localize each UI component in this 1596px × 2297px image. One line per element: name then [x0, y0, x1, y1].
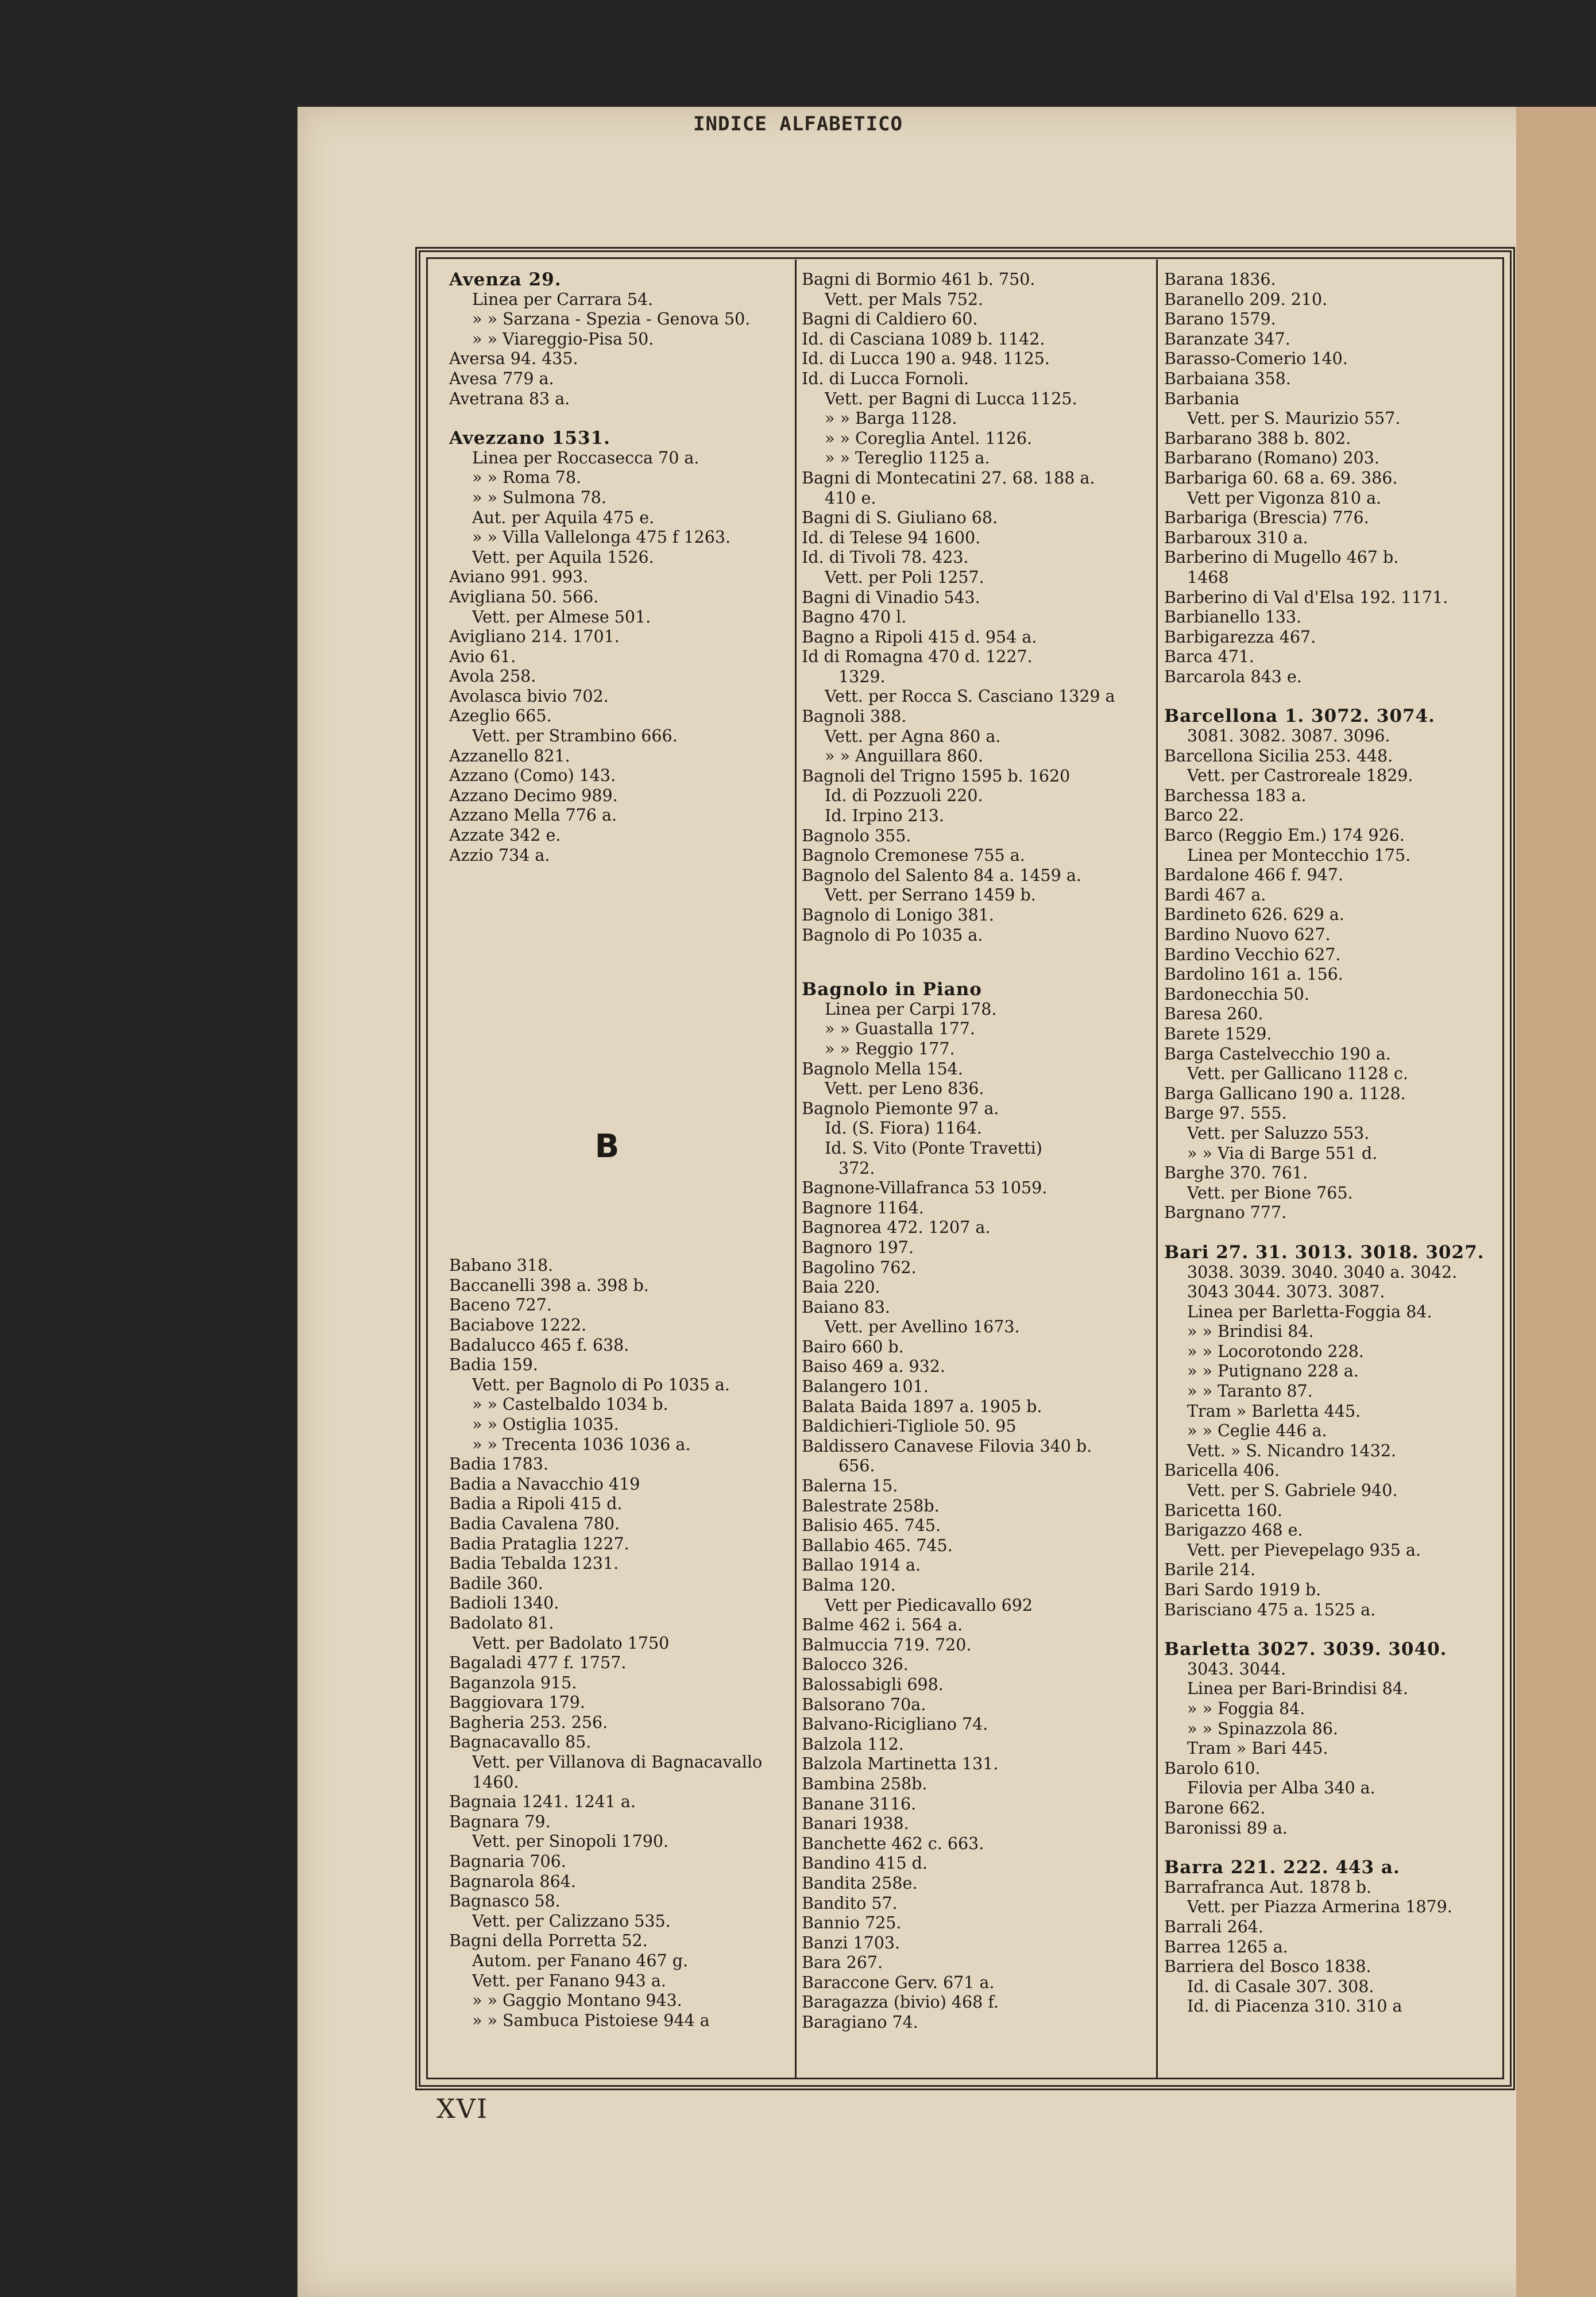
index-entry: Avesa 779 a.: [449, 369, 554, 388]
index-entry: Azzate 342 e.: [449, 826, 561, 845]
index-entry: Avigliano 214. 1701.: [449, 627, 620, 647]
index-entry: Bagno a Ripoli 415 d. 954 a.: [802, 627, 1037, 647]
index-entry: » » Ostiglia 1035.: [472, 1414, 619, 1434]
index-entry: Barriera del Bosco 1838.: [1164, 1957, 1371, 1977]
index-entry: Balmuccia 719. 720.: [802, 1635, 972, 1654]
index-entry: » » Taranto 87.: [1187, 1382, 1313, 1401]
index-entry: Balocco 326.: [802, 1655, 909, 1675]
index-entry: Barano 1579.: [1164, 310, 1276, 329]
index-entry: Bagnore 1164.: [802, 1198, 924, 1217]
index-entry: Vett. per S. Gabriele 940.: [1187, 1481, 1398, 1501]
index-entry: 410 e.: [825, 488, 876, 508]
index-entry: 656.: [838, 1456, 875, 1476]
index-entry: Bardino Nuovo 627.: [1164, 925, 1331, 944]
index-entry: Bagnolo di Po 1035 a.: [802, 925, 983, 945]
index-entry: Bagnolo Piemonte 97 a.: [802, 1099, 999, 1118]
index-entry: Vett. per Bagni di Lucca 1125.: [825, 389, 1077, 408]
index-entry: Balvano-Ricigliano 74.: [802, 1715, 988, 1734]
index-entry: Bagheria 253. 256.: [449, 1712, 608, 1732]
index-entry: » » Sulmona 78.: [472, 488, 606, 507]
index-entry: Bagnoli 388.: [802, 707, 907, 726]
index-entry: Barone 662.: [1164, 1798, 1266, 1818]
index-entry: Vett. per Pievepelago 935 a.: [1187, 1540, 1421, 1560]
index-entry: Bagnaia 1241. 1241 a.: [449, 1792, 636, 1812]
index-entry: Baranello 209. 210.: [1164, 289, 1328, 309]
index-entry: Balma 120.: [802, 1576, 896, 1595]
column-divider: [1156, 260, 1158, 2078]
index-entry: Bardalone 466 f. 947.: [1164, 865, 1343, 885]
index-heading: Avenza 29.: [449, 270, 562, 290]
index-entry: Linea per Montecchio 175.: [1187, 845, 1411, 865]
index-heading: Bagnolo in Piano: [802, 979, 982, 1000]
index-entry: Badia a Ripoli 415 d.: [449, 1494, 623, 1514]
index-entry: » » Gaggio Montano 943.: [472, 1991, 682, 2010]
index-entry: Autom. per Fanano 467 g.: [472, 1951, 688, 1970]
index-entry: Vett. per Badolato 1750: [472, 1633, 670, 1653]
index-entry: Balzola 112.: [802, 1734, 904, 1754]
index-entry: Bagnone-Villafranca 53 1059.: [802, 1178, 1048, 1198]
index-entry: » » Villa Vallelonga 475 f 1263.: [472, 528, 731, 547]
index-entry: Bandito 57.: [802, 1893, 898, 1913]
index-entry: » » Trecenta 1036 1036 a.: [472, 1434, 691, 1454]
index-entry: Bandita 258e.: [802, 1873, 918, 1893]
index-entry: Bairo 660 b.: [802, 1337, 904, 1356]
index-entry: Bagni della Porretta 52.: [449, 1931, 648, 1951]
index-entry: Badile 360.: [449, 1573, 543, 1593]
index-column-2: [802, 270, 1141, 2073]
index-entry: Azzano Decimo 989.: [449, 786, 618, 805]
index-entry: Linea per Carrara 54.: [472, 289, 654, 309]
index-column-1: [449, 270, 788, 2073]
index-entry: Azeglio 665.: [449, 706, 552, 726]
index-entry: Bagnara 79.: [449, 1812, 551, 1831]
index-entry: Balossabigli 698.: [802, 1675, 944, 1694]
index-entry: Id. S. Vito (Ponte Travetti): [825, 1138, 1042, 1158]
index-entry: Baresa 260.: [1164, 1004, 1263, 1024]
index-column-3: [1164, 270, 1494, 2073]
index-entry: Banari 1938.: [802, 1814, 909, 1834]
index-entry: Barbaroux 310 a.: [1164, 528, 1308, 547]
index-entry: Tram » Barletta 445.: [1187, 1401, 1361, 1421]
index-entry: Balisio 465. 745.: [802, 1516, 941, 1536]
index-entry: Linea per Carpi 178.: [825, 999, 997, 1019]
index-entry: Id. di Tivoli 78. 423.: [802, 548, 969, 567]
index-entry: Vett. per Bagnolo di Po 1035 a.: [472, 1375, 730, 1394]
index-entry: Id. Irpino 213.: [825, 806, 944, 826]
page-header: INDICE ALFABETICO: [693, 113, 903, 136]
index-entry: Bambina 258b.: [802, 1774, 928, 1793]
index-entry: Bagno 470 l.: [802, 608, 907, 627]
index-entry: Balestrate 258b.: [802, 1496, 940, 1515]
index-entry: Vett. per Avellino 1673.: [825, 1317, 1020, 1337]
index-entry: Barasso-Comerio 140.: [1164, 349, 1348, 369]
index-heading: Barletta 3027. 3039. 3040.: [1164, 1639, 1447, 1660]
index-entry: Bagnolo del Salento 84 a. 1459 a.: [802, 865, 1081, 885]
index-entry: Bandino 415 d.: [802, 1854, 928, 1873]
index-entry: Id di Romagna 470 d. 1227.: [802, 647, 1033, 667]
index-entry: Azzio 734 a.: [449, 845, 550, 865]
index-entry: Badioli 1340.: [449, 1594, 559, 1613]
index-entry: Bardineto 626. 629 a.: [1164, 905, 1344, 925]
index-entry: Babano 318.: [449, 1256, 554, 1275]
index-entry: Badia Tebalda 1231.: [449, 1554, 619, 1573]
index-entry: » » Via di Barge 551 d.: [1187, 1143, 1378, 1163]
index-entry: Balsorano 70a.: [802, 1695, 926, 1714]
index-entry: Banzi 1703.: [802, 1933, 901, 1952]
index-entry: Vett. per Strambino 666.: [472, 726, 678, 746]
index-entry: Linea per Barletta-Foggia 84.: [1187, 1302, 1432, 1321]
index-entry: » » Tereglio 1125 a.: [825, 448, 990, 468]
index-entry: Aversa 94. 435.: [449, 349, 578, 369]
index-entry: Barberino di Mugello 467 b.: [1164, 548, 1399, 567]
index-entry: Linea per Bari-Brindisi 84.: [1187, 1679, 1408, 1699]
index-entry: Bari Sardo 1919 b.: [1164, 1580, 1321, 1599]
index-entry: Bargnano 777.: [1164, 1203, 1287, 1223]
index-entry: Id. di Piacenza 310. 310 a: [1187, 1997, 1402, 2016]
index-entry: » » Reggio 177.: [825, 1039, 955, 1058]
index-entry: Baggiovara 179.: [449, 1693, 585, 1712]
index-entry: Barchessa 183 a.: [1164, 786, 1307, 805]
index-entry: » » Locorotondo 228.: [1187, 1341, 1364, 1361]
index-entry: Id. di Pozzuoli 220.: [825, 786, 983, 806]
index-entry: Barbariga 60. 68 a. 69. 386.: [1164, 468, 1398, 488]
index-entry: Vett. per Piazza Armerina 1879.: [1187, 1897, 1452, 1917]
index-entry: Barbariga (Brescia) 776.: [1164, 508, 1369, 528]
index-entry: Barana 1836.: [1164, 270, 1276, 289]
index-entry: Ballao 1914 a.: [802, 1556, 921, 1575]
index-entry: 3081. 3082. 3087. 3096.: [1187, 726, 1390, 746]
index-entry: Baceno 727.: [449, 1296, 552, 1315]
index-entry: 3038. 3039. 3040. 3040 a. 3042.: [1187, 1262, 1458, 1282]
page-edge: [1516, 107, 1596, 2297]
index-entry: Barolo 610.: [1164, 1758, 1261, 1778]
index-entry: Ballabio 465. 745.: [802, 1536, 953, 1555]
index-entry: Id. di Telese 94 1600.: [802, 528, 981, 547]
index-entry: Barbigarezza 467.: [1164, 627, 1316, 647]
index-entry: Bagni di Bormio 461 b. 750.: [802, 270, 1035, 289]
index-entry: Barca 471.: [1164, 647, 1255, 667]
index-entry: Aut. per Aquila 475 e.: [472, 508, 655, 527]
index-entry: Bagnaria 706.: [449, 1852, 566, 1871]
index-entry: 3043 3044. 3073. 3087.: [1187, 1282, 1385, 1302]
index-entry: Barrea 1265 a.: [1164, 1937, 1288, 1956]
index-entry: » » Barga 1128.: [825, 409, 957, 428]
index-entry: Tram » Bari 445.: [1187, 1739, 1328, 1758]
index-entry: Vett. » S. Nicandro 1432.: [1187, 1441, 1397, 1460]
index-entry: » » Brindisi 84.: [1187, 1322, 1314, 1341]
index-entry: Balangero 101.: [802, 1377, 929, 1397]
index-entry: Bagaladi 477 f. 1757.: [449, 1653, 627, 1673]
index-entry: Balerna 15.: [802, 1476, 898, 1496]
index-entry: Baccanelli 398 a. 398 b.: [449, 1275, 649, 1295]
index-entry: Vett. per Leno 836.: [825, 1079, 984, 1099]
index-entry: Bagnolo di Lonigo 381.: [802, 906, 994, 925]
index-entry: Badia 159.: [449, 1355, 538, 1375]
index-entry: Baiso 469 a. 932.: [802, 1357, 945, 1376]
index-heading: Bari 27. 31. 3013. 3018. 3027.: [1164, 1242, 1485, 1263]
index-entry: Barbaiana 358.: [1164, 369, 1291, 388]
index-entry: Id. di Lucca Fornoli.: [802, 369, 969, 388]
index-entry: Barga Gallicano 190 a. 1128.: [1164, 1084, 1406, 1103]
index-entry: Bagnoli del Trigno 1595 b. 1620: [802, 766, 1071, 786]
index-entry: Vett. per Serrano 1459 b.: [825, 885, 1036, 905]
index-entry: Badia a Navacchio 419: [449, 1474, 640, 1494]
index-entry: Banchette 462 c. 663.: [802, 1834, 984, 1853]
index-entry: Badia 1783.: [449, 1455, 548, 1474]
index-entry: Vett. per Saluzzo 553.: [1187, 1123, 1370, 1143]
index-entry: Avigliana 50. 566.: [449, 587, 599, 606]
index-entry: Barco (Reggio Em.) 174 926.: [1164, 826, 1405, 845]
index-entry: » » Sambuca Pistoiese 944 a: [472, 2010, 710, 2030]
index-entry: Bannio 725.: [802, 1913, 902, 1933]
index-heading: Barra 221. 222. 443 a.: [1164, 1857, 1400, 1878]
index-entry: » » Ceglie 446 a.: [1187, 1421, 1327, 1441]
index-entry: Barcellona Sicilia 253. 448.: [1164, 746, 1393, 765]
index-entry: Baganzola 915.: [449, 1673, 577, 1692]
index-entry: Id. (S. Fiora) 1164.: [825, 1119, 982, 1138]
index-entry: 1468: [1187, 567, 1229, 587]
index-entry: » » Viareggio-Pisa 50.: [472, 329, 654, 349]
index-entry: Baricella 406.: [1164, 1461, 1280, 1480]
index-entry: » » Putignano 228 a.: [1187, 1362, 1359, 1381]
index-entry: Barbania: [1164, 389, 1240, 408]
index-entry: Baciabove 1222.: [449, 1316, 587, 1335]
index-entry: Barbarano 388 b. 802.: [1164, 428, 1351, 448]
index-entry: Vett. per Poli 1257.: [825, 567, 984, 587]
index-entry: Vett. per Fanano 943 a.: [472, 1971, 666, 1990]
index-entry: Bara 267.: [802, 1953, 883, 1973]
index-entry: » » Sarzana - Spezia - Genova 50.: [472, 310, 751, 329]
index-entry: Baronissi 89 a.: [1164, 1818, 1288, 1838]
index-entry: Avetrana 83 a.: [449, 389, 570, 408]
index-entry: Bagnacavallo 85.: [449, 1733, 592, 1752]
index-entry: Banane 3116.: [802, 1794, 917, 1813]
index-entry: Baraccone Gerv. 671 a.: [802, 1973, 995, 1992]
index-entry: Barcarola 843 e.: [1164, 667, 1302, 686]
index-entry: Id. di Lucca 190 a. 948. 1125.: [802, 349, 1050, 369]
index-entry: Badia Cavalena 780.: [449, 1514, 620, 1533]
index-entry: Barile 214.: [1164, 1560, 1256, 1580]
index-entry: Bagnolo Mella 154.: [802, 1059, 963, 1078]
index-heading: Avezzano 1531.: [449, 428, 610, 449]
index-entry: Bagnasco 58.: [449, 1892, 561, 1911]
index-entry: Barisciano 475 a. 1525 a.: [1164, 1600, 1376, 1619]
index-entry: Azzano (Como) 143.: [449, 766, 616, 786]
index-entry: Baragiano 74.: [802, 2013, 918, 2032]
index-entry: Balme 462 i. 564 a.: [802, 1615, 963, 1635]
index-entry: Avola 258.: [449, 667, 536, 686]
index-entry: Bagni di Montecatini 27. 68. 188 a.: [802, 468, 1095, 488]
index-entry: Balata Baida 1897 a. 1905 b.: [802, 1397, 1042, 1416]
index-heading: Barcellona 1. 3072. 3074.: [1164, 706, 1435, 727]
index-entry: Bagnarola 864.: [449, 1871, 576, 1891]
column-divider: [795, 260, 797, 2078]
index-entry: Bagnolo Cremonese 755 a.: [802, 846, 1025, 865]
index-entry: Bardi 467 a.: [1164, 885, 1266, 904]
index-entry: Azzano Mella 776 a.: [449, 806, 617, 825]
index-entry: Azzanello 821.: [449, 746, 570, 765]
index-entry: Badolato 81.: [449, 1613, 554, 1633]
index-entry: » » Anguillara 860.: [825, 747, 983, 766]
index-entry: Bagni di Caldiero 60.: [802, 310, 978, 329]
index-entry: Id. di Casciana 1089 b. 1142.: [802, 329, 1045, 349]
index-entry: Vett. per Calizzano 535.: [472, 1911, 671, 1931]
index-entry: Vett. per Sinopoli 1790.: [472, 1832, 669, 1851]
index-entry: 1329.: [838, 667, 886, 686]
index-entry: Filovia per Alba 340 a.: [1187, 1778, 1375, 1798]
index-entry: Barge 97. 555.: [1164, 1104, 1287, 1123]
index-entry: Vett per Vigonza 810 a.: [1187, 488, 1382, 508]
index-entry: Barigazzo 468 e.: [1164, 1521, 1303, 1540]
index-entry: Barghe 370. 761.: [1164, 1163, 1308, 1183]
index-entry: Vett. per Bione 765.: [1187, 1183, 1353, 1202]
index-entry: Vett. per Mals 752.: [825, 289, 984, 309]
index-entry: Barco 22.: [1164, 806, 1245, 825]
index-entry: Avolasca bivio 702.: [449, 686, 609, 706]
index-entry: Vett. per Castroreale 1829.: [1187, 766, 1413, 786]
index-entry: Barbarano (Romano) 203.: [1164, 448, 1379, 468]
index-entry: Bardonecchia 50.: [1164, 984, 1309, 1004]
index-entry: Bagnorea 472. 1207 a.: [802, 1218, 991, 1238]
index-entry: Vett. per Gallicano 1128 c.: [1187, 1064, 1408, 1084]
index-entry: Bagnoro 197.: [802, 1238, 914, 1257]
section-letter: B: [594, 1128, 620, 1166]
index-entry: Baldissero Canavese Filovia 340 b.: [802, 1436, 1092, 1456]
index-entry: Vett per Piedicavallo 692: [825, 1595, 1033, 1615]
index-entry: Badalucco 465 f. 638.: [449, 1335, 629, 1355]
index-entry: Avio 61.: [449, 647, 516, 666]
page-number: XVI: [436, 2093, 489, 2124]
index-entry: Baricetta 160.: [1164, 1501, 1282, 1520]
index-entry: Bagni di Vinadio 543.: [802, 587, 980, 607]
index-entry: Vett. per Rocca S. Casciano 1329 a: [825, 687, 1115, 706]
index-entry: Id. di Casale 307. 308.: [1187, 1977, 1374, 1996]
index-entry: Bagolino 762.: [802, 1258, 917, 1277]
index-entry: Baia 220.: [802, 1278, 880, 1297]
index-entry: Vett. per S. Maurizio 557.: [1187, 409, 1401, 428]
index-entry: Linea per Roccasecca 70 a.: [472, 448, 700, 467]
index-entry: 3043. 3044.: [1187, 1659, 1286, 1679]
index-entry: » » Coreglia Antel. 1126.: [825, 428, 1033, 448]
index-entry: Barrafranca Aut. 1878 b.: [1164, 1877, 1372, 1897]
index-entry: Vett. per Almese 501.: [472, 607, 651, 627]
index-entry: Bardino Vecchio 627.: [1164, 945, 1341, 964]
index-entry: Aviano 991. 993.: [449, 567, 589, 587]
index-entry: Vett. per Agna 860 a.: [825, 726, 1001, 746]
index-entry: » » Spinazzola 86.: [1187, 1719, 1338, 1738]
index-entry: Baragazza (bivio) 468 f.: [802, 1993, 999, 2012]
index-entry: Baranzate 347.: [1164, 329, 1290, 349]
index-entry: Barga Castelvecchio 190 a.: [1164, 1044, 1391, 1064]
index-entry: » » Foggia 84.: [1187, 1699, 1305, 1718]
index-entry: Barrali 264.: [1164, 1917, 1263, 1936]
index-entry: Barbianello 133.: [1164, 608, 1302, 627]
index-entry: Bardolino 161 a. 156.: [1164, 965, 1343, 984]
index-entry: Barberino di Val d'Elsa 192. 1171.: [1164, 587, 1448, 607]
index-entry: Bagni di S. Giuliano 68.: [802, 508, 998, 528]
index-entry: Baldichieri-Tigliole 50. 95: [802, 1417, 1017, 1436]
index-entry: » » Castelbaldo 1034 b.: [472, 1395, 668, 1414]
index-entry: Baiano 83.: [802, 1297, 890, 1317]
index-entry: Vett. per Aquila 1526.: [472, 547, 654, 567]
index-entry: Badia Prataglia 1227.: [449, 1534, 629, 1553]
index-entry: » » Roma 78.: [472, 468, 582, 488]
index-entry: » » Guastalla 177.: [825, 1019, 975, 1039]
index-entry: 372.: [838, 1158, 875, 1178]
index-entry: Balzola Martinetta 131.: [802, 1754, 999, 1774]
index-entry: Barete 1529.: [1164, 1024, 1272, 1043]
index-entry: Vett. per Villanova di Bagnacavallo 1460.: [472, 1753, 763, 1792]
index-entry: Bagnolo 355.: [802, 826, 911, 845]
